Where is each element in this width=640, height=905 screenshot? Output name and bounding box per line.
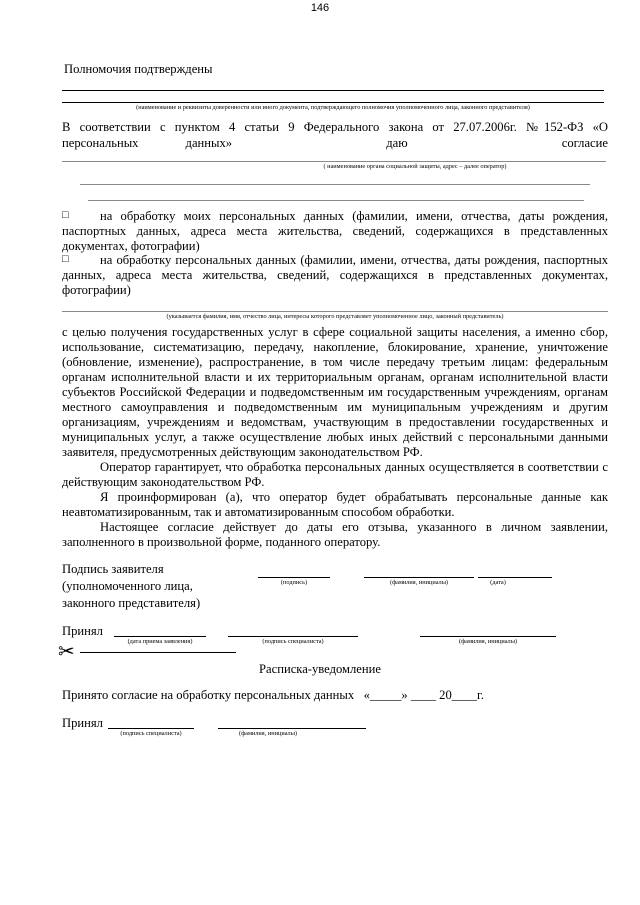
operator-line-2 [80,184,590,185]
operator-line-3 [88,200,584,201]
date-caption: (дата) [490,579,506,586]
person-line [62,311,608,312]
accepted-label-2: Принял [62,716,103,730]
intro-word-personal: персональных [62,136,139,150]
checkbox-option-1-icon[interactable]: □ [62,209,69,221]
accepted-label: Принял [62,624,103,638]
page-number: 146 [310,2,330,14]
receipt-title: Расписка-уведомление [259,662,381,676]
surname-caption: (фамилия, инициалы) [458,638,518,645]
checkbox-option-2-icon[interactable]: □ [62,253,69,265]
operator-guarantee-paragraph: Оператор гарантирует, что обработка персональных данных осуществляется в соответствии с действующим законодательством РФ. [62,460,608,489]
informed-paragraph: Я проинформирован (а), что оператор будет обрабатывать персональные данные как неавтоматизированным, так и автоматизированным способом обработки. [62,490,608,519]
applicant-signature-line-2: (уполномоченного лица, [62,579,193,593]
spec-sig-line-2[interactable] [108,728,194,729]
authority-confirmed-label: Полномочия подтверждены [64,62,213,76]
date-field-line[interactable] [478,577,552,578]
applicant-signature-label [62,561,200,612]
specialist-signature-caption: (подпись специалиста) [262,638,324,645]
intro-word-give: даю [386,136,408,150]
authority-doc-caption: (наименование и реквизиты доверенности или иного документа, подтверждающего полномочия уполномоченного лица, законного представителя) [136,104,530,111]
fio-line-2[interactable] [218,728,366,729]
authority-line-2 [62,102,604,103]
operator-line-1 [62,161,606,162]
intro-line-2 [62,136,608,151]
date-received-line[interactable] [114,636,206,637]
spec-sig-caption-2: (подпись специалиста) [120,730,182,737]
date-received-caption: (дата приема заявления) [127,638,193,645]
intro-word-data: данных» [185,136,233,150]
validity-paragraph: Настоящее согласие действует до даты его отзыва, указанного в личном заявлении, заполненного в произвольной форме, поданного оператору. [62,520,608,549]
specialist-signature-line[interactable] [228,636,358,637]
fio-caption: (фамилия, инициалы) [389,579,449,586]
fio-caption-2: (фамилия, инициалы) [238,730,298,737]
intro-line-1: В соответствии с пунктом 4 статьи 9 Федерального закона от 27.07.2006г. №152-ФЗ «О [62,120,608,134]
operator-caption: ( наименование органа социальной защиты, адрес – далее оператор) [323,163,507,170]
applicant-signature-line-3: законного представителя) [62,596,201,610]
purpose-paragraph: с целью получения государственных услуг в сфере социальной защиты населения, а именно сбор, использование, систематизацию, передачу, накопление, блокирование, хранение, уничтожение (обновление, изменение), распространение, в том числе передачу третьим лицам: федеральным органам исполнительной власти и их территориальным органам, органам исполнительной власти субъектов Российской Федерации и подведомственным им государственным учреждениям, органам местного самоуправления и подведомственным им муниципальным учреждениям и другим организациям, учреждениям и ведомствам, участвующим в предоставлении государственных и муниципальных услуг, а также осуществление любых иных действий с персональными данными заявителя, предусмотренных действующим законодательством РФ. [62,325,608,459]
fio-field-line[interactable] [364,577,474,578]
receipt-text: Принято согласие на обработку персональных данных «_____» ____ 20____г. [62,688,484,702]
scissors-icon: ✂ [58,639,75,663]
authority-line-1 [62,90,604,91]
option-2-text: на обработку персональных данных (фамилии, имени, отчества, даты рождения, паспортных данных, адреса места жительства, сведений, содержащихся в представленных документах, фотографии) [62,253,608,297]
signature-caption: (подпись) [280,579,308,586]
cut-line [80,652,236,653]
person-caption: (указывается фамилия, имя, отчество лица, интересы которого представляет уполномоченное лицо, законный представитель) [166,313,504,320]
applicant-signature-line-1: Подпись заявителя [62,562,164,576]
option-1-text: на обработку моих персональных данных (фамилии, имени, отчества, даты рождения, паспортных данных, адреса места жительства, сведений, содержащихся в представленных документах, фотографии) [62,209,608,253]
signature-field-line[interactable] [258,577,330,578]
intro-word-consent: согласие [561,136,608,150]
surname-line[interactable] [420,636,556,637]
